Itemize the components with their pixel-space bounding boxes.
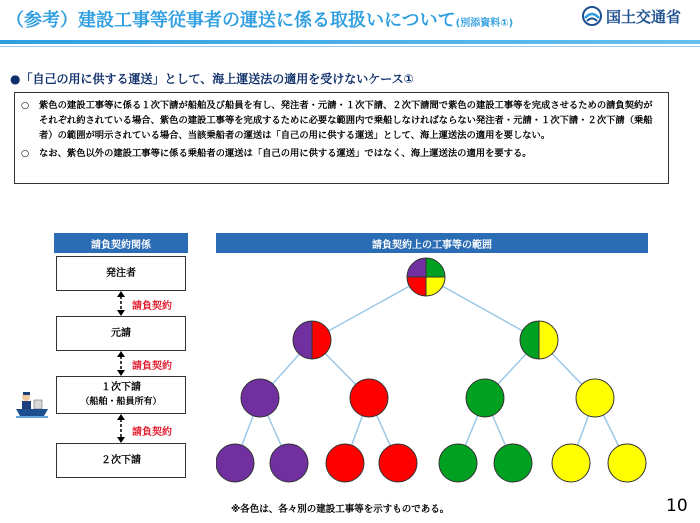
- node-purple: [270, 444, 308, 482]
- first-subcontractor-label: １次下請: [101, 382, 141, 393]
- node-green: [439, 444, 477, 482]
- double-arrow-icon: [114, 414, 128, 443]
- circle-bullet-icon: ○: [21, 148, 30, 159]
- contract-relation-header: 請負契約関係: [54, 233, 188, 253]
- contract-label-2: 請負契約: [132, 361, 172, 372]
- prime-contractor-box: [56, 316, 186, 351]
- explanation-box: [14, 92, 669, 184]
- node-red: [350, 379, 388, 417]
- mlit-logo-icon: [582, 6, 602, 26]
- header-rule-thin: [0, 46, 700, 47]
- contract-label-3: 請負契約: [132, 427, 172, 438]
- double-arrow-icon: [114, 351, 128, 376]
- tree-connectors: [235, 277, 627, 463]
- explanation-paragraph-1: [21, 98, 660, 143]
- circle-bullet-icon: ○: [21, 100, 30, 111]
- node-purple: [216, 444, 254, 482]
- explanation-paragraph-2: [21, 146, 660, 161]
- ministry-logo: [582, 4, 694, 30]
- construction-scope-tree: [216, 255, 648, 495]
- first-subcontractor-box: [56, 376, 186, 414]
- ministry-name: 国土交通省: [606, 8, 682, 26]
- root-node-four-colors: [407, 258, 445, 296]
- client-box: [56, 256, 186, 291]
- explanation-text-2: なお、紫色以外の建設工事等に係る乗船者の運送は「自己の用に供する運送」ではなく、海上運送法の適用を要する。: [39, 148, 532, 159]
- case-bullet-icon: ●: [10, 72, 21, 86]
- ship-icon: [14, 390, 50, 420]
- page-number: 10: [666, 496, 688, 516]
- node-green: [494, 444, 532, 482]
- construction-scope-header: 請負契約上の工事等の範囲: [216, 233, 648, 253]
- node-yellow: [576, 379, 614, 417]
- node-red: [326, 444, 364, 482]
- client-label: 発注者: [106, 267, 136, 279]
- footnote: ※各色は、各々別の建設工事等を示すものである。: [231, 504, 450, 515]
- case-heading: [10, 70, 414, 87]
- second-subcontractor-box: [56, 443, 186, 478]
- first-subcontractor-note: （船舶・船員所有）: [80, 397, 162, 407]
- node-purple-red: [293, 321, 331, 359]
- contract-label-1: 請負契約: [132, 301, 172, 312]
- page-title: （参考）建設工事等従事者の運送に係る取扱いについて(別添資料①): [6, 10, 514, 31]
- page-subtitle: (別添資料①): [455, 18, 514, 29]
- double-arrow-icon: [114, 291, 128, 316]
- node-yellow: [552, 444, 590, 482]
- node-green-yellow: [520, 321, 558, 359]
- node-red: [379, 444, 417, 482]
- prime-contractor-label: 元請: [111, 327, 131, 339]
- node-yellow: [608, 444, 646, 482]
- case-heading-text: 「自己の用に供する運送」として、海上運送法の適用を受けないケース①: [20, 72, 414, 86]
- header-rule: [0, 40, 700, 44]
- second-subcontractor-label: ２次下請: [101, 454, 141, 466]
- node-green: [466, 379, 504, 417]
- explanation-text-1: 紫色の建設工事等に係る１次下請が船舶及び船員を有し、発注者・元請・１次下請、２次下請間で紫色の建設工事等を完成させるための請負契約がそれぞれ約されている場合、紫色の建設工事等を完成するために必要な範囲内で乗船しなければならない発注者・元請・１次下請・２次下請（乗船者）の範囲が明示されている場合、当該乗船者の運送は「自己の用に供する運送」として、海上運送法の適用を要しない。: [39, 100, 653, 141]
- node-purple: [241, 379, 279, 417]
